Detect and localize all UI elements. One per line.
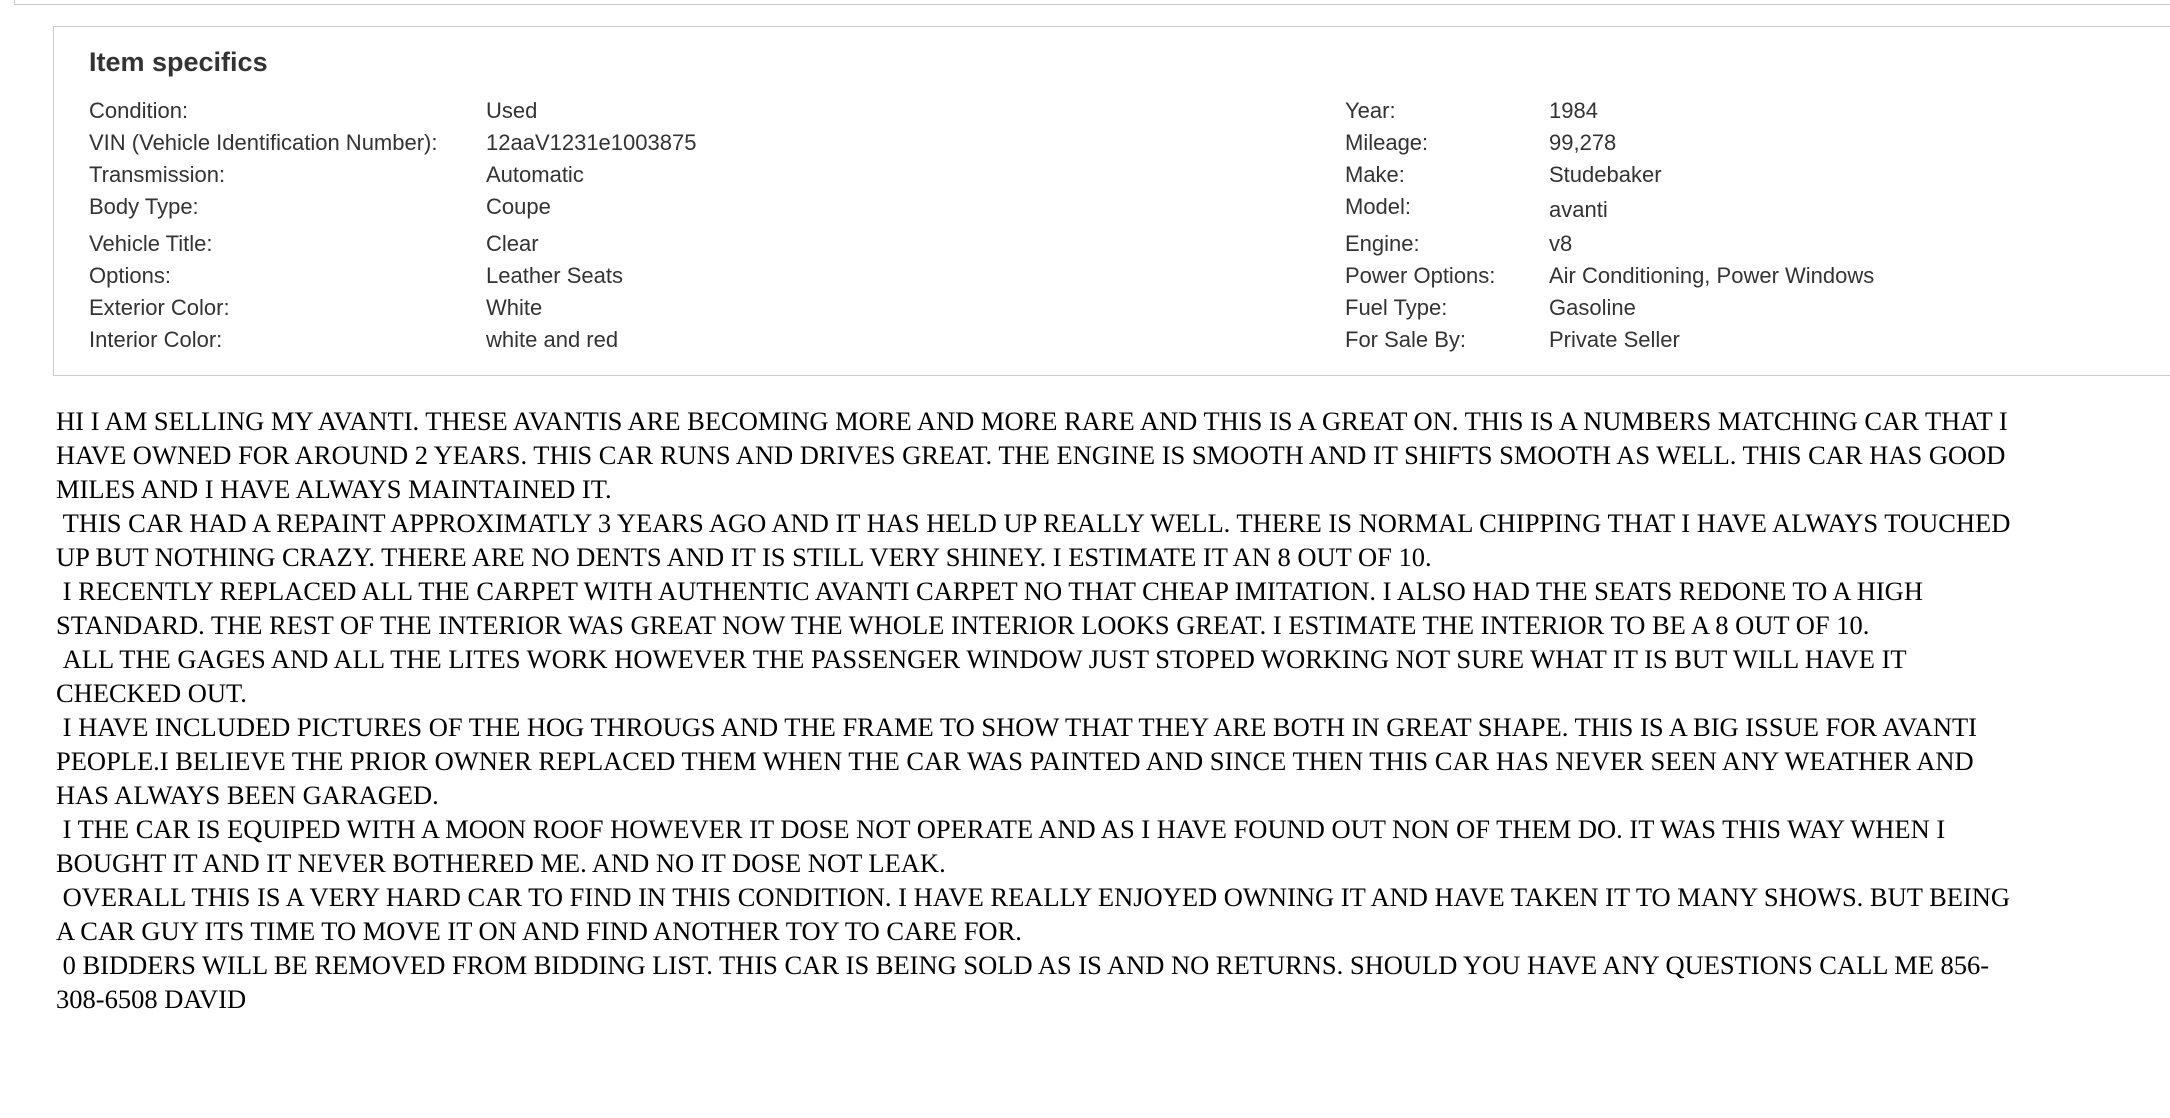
spec-value: avanti: [1549, 197, 1608, 222]
spec-value: white and red: [486, 327, 619, 352]
spec-value: 1984: [1549, 98, 1598, 123]
spec-label: Model:: [1345, 194, 1412, 219]
spec-value: Coupe: [486, 194, 551, 219]
spec-label: Power Options:: [1345, 263, 1496, 288]
spec-label: VIN (Vehicle Identification Number):: [89, 130, 438, 155]
spec-value: Automatic: [486, 162, 584, 187]
spec-value: Studebaker: [1549, 162, 1662, 187]
item-description: [56, 404, 2016, 1016]
spec-value: 12aaV1231e1003875: [486, 130, 697, 155]
description-paragraph: THIS CAR HAD A REPAINT APPROXIMATLY 3 YEARS AGO AND IT HAS HELD UP REALLY WELL. THERE IS NORMAL CHIPPING THAT I HAVE ALWAYS TOUCHED UP BUT NOTHING CRAZY. THERE ARE NO DENTS AND IT IS STILL VERY SHINEY. I ESTIMATE IT AN 8 OUT OF 10.: [56, 508, 2017, 572]
spec-label: Fuel Type:: [1345, 295, 1448, 320]
description-paragraph: I RECENTLY REPLACED ALL THE CARPET WITH AUTHENTIC AVANTI CARPET NO THAT CHEAP IMITATION. I ALSO HAD THE SEATS REDONE TO A HIGH STANDARD. THE REST OF THE INTERIOR WAS GREAT NOW THE WHOLE INTERIOR LOOKS GREAT. I ESTIMATE THE INTERIOR TO BE A 8 OUT OF 10.: [56, 576, 1930, 640]
spec-label: Year:: [1345, 98, 1396, 123]
spec-value: Clear: [486, 231, 539, 256]
spec-label: Vehicle Title:: [89, 231, 213, 256]
item-specifics-title: Item specifics: [89, 47, 268, 77]
item-specifics-panel: [53, 26, 2170, 376]
description-paragraph: I THE CAR IS EQUIPED WITH A MOON ROOF HOWEVER IT DOSE NOT OPERATE AND AS I HAVE FOUND OUT NON OF THEM DO. IT WAS THIS WAY WHEN I BOUGHT IT AND IT NEVER BOTHERED ME. AND NO IT DOSE NOT LEAK.: [56, 814, 1952, 878]
spec-value: Air Conditioning, Power Windows: [1549, 263, 1875, 288]
description-paragraph: I HAVE INCLUDED PICTURES OF THE HOG THROUGS AND THE FRAME TO SHOW THAT THEY ARE BOTH IN GREAT SHAPE. THIS IS A BIG ISSUE FOR AVANTI PEOPLE.I BELIEVE THE PRIOR OWNER REPLACED THEM WHEN THE CAR WAS PAINTED AND SINCE THEN THIS CAR HAS NEVER SEEN ANY WEATHER AND HAS ALWAYS BEEN GARAGED.: [56, 712, 1984, 810]
spec-label: Body Type:: [89, 194, 199, 219]
spec-value: Private Seller: [1549, 327, 1680, 352]
spec-label: Engine:: [1345, 231, 1420, 256]
description-paragraph: OVERALL THIS IS A VERY HARD CAR TO FIND IN THIS CONDITION. I HAVE REALLY ENJOYED OWNING IT AND HAVE TAKEN IT TO MANY SHOWS. BUT BEING A CAR GUY ITS TIME TO MOVE IT ON AND FIND ANOTHER TOY TO CARE FOR.: [56, 882, 2016, 946]
spec-label: Mileage:: [1345, 130, 1429, 155]
spec-value: 99,278: [1549, 130, 1617, 155]
spec-label: Exterior Color:: [89, 295, 230, 320]
previous-section-border: [14, 0, 2170, 5]
spec-value: Leather Seats: [486, 263, 623, 288]
spec-label: For Sale By:: [1345, 327, 1467, 352]
description-paragraph: HI I AM SELLING MY AVANTI. THESE AVANTIS ARE BECOMING MORE AND MORE RARE AND THIS IS A GREAT ON. THIS IS A NUMBERS MATCHING CAR THAT I HAVE OWNED FOR AROUND 2 YEARS. THIS CAR RUNS AND DRIVES GREAT. THE ENGINE IS SMOOTH AND IT SHIFTS SMOOTH AS WELL. THIS CAR HAS GOOD MILES AND I HAVE ALWAYS MAINTAINED IT.: [56, 406, 2015, 504]
spec-label: Make:: [1345, 162, 1405, 187]
spec-label: Transmission:: [89, 162, 226, 187]
spec-value: v8: [1549, 231, 1573, 256]
spec-value: White: [486, 295, 543, 320]
description-paragraph: 0 BIDDERS WILL BE REMOVED FROM BIDDING LIST. THIS CAR IS BEING SOLD AS IS AND NO RETURNS. SHOULD YOU HAVE ANY QUESTIONS CALL ME 856-308-6508 DAVID: [56, 950, 1990, 1014]
spec-value: Gasoline: [1549, 295, 1636, 320]
spec-value: Used: [486, 98, 538, 123]
description-paragraph: ALL THE GAGES AND ALL THE LITES WORK HOWEVER THE PASSENGER WINDOW JUST STOPED WORKING NOT SURE WHAT IT IS BUT WILL HAVE IT CHECKED OUT.: [56, 644, 1913, 708]
spec-label: Condition:: [89, 98, 189, 123]
spec-label: Interior Color:: [89, 327, 223, 352]
spec-label: Options:: [89, 263, 171, 288]
